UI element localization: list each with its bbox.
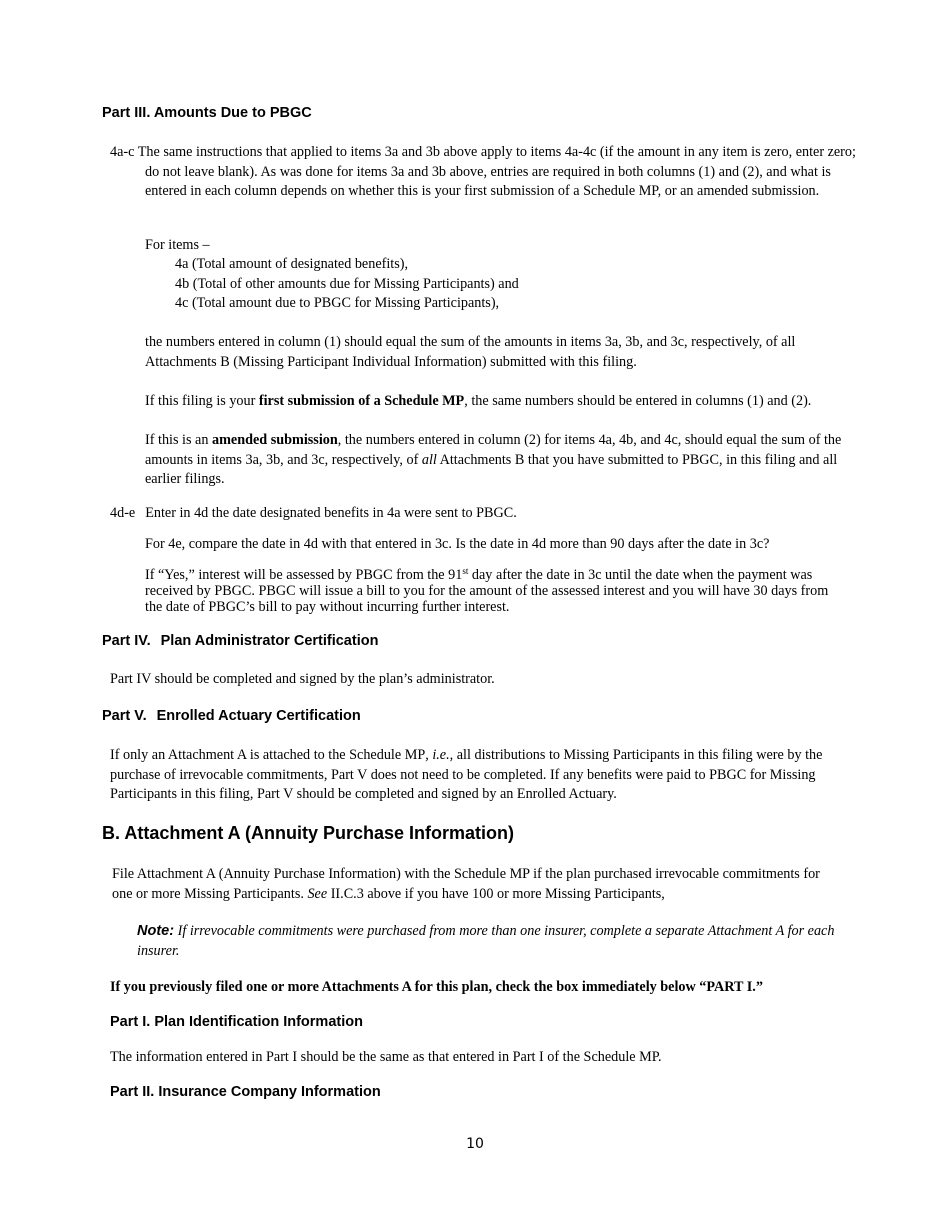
part5-heading-title: Enrolled Actuary Certification: [156, 708, 361, 724]
attachment-a-part1-heading: Part I. Plan Identification Information: [110, 1014, 363, 1030]
if-yes-pre: If “Yes,” interest will be assessed by PBGC from the 91: [145, 567, 463, 583]
page-number: 10: [466, 1136, 484, 1152]
part4-heading-num: Part IV.: [102, 633, 151, 649]
part4-text: Part IV should be completed and signed by the plan’s administrator.: [110, 671, 495, 687]
if-yes-sup: st: [462, 566, 469, 576]
attachment-a-part2-heading: Part II. Insurance Company Information: [110, 1084, 381, 1100]
part5-post: all distributions to Missing Participants in this filing were by the purchase of irrevocable commitments, Part V does not need to be completed. If any benefits were paid to PBGC for Missing Participants in this filing, Part V should be completed and signed by an Enrolled Actuary.: [110, 747, 823, 802]
for-items-label: For items –: [145, 237, 210, 253]
amended-ital: all: [421, 451, 437, 468]
attachment-a-part1-text: The information entered in Part I should be the same as that entered in Part I of the Schedule MP.: [110, 1049, 662, 1065]
list-item-4c: 4c (Total amount due to PBGC for Missing Participants),: [175, 295, 500, 311]
list-item-4b: 4b (Total of other amounts due for Missing Participants) and: [175, 275, 519, 292]
part5-heading-num: Part V.: [102, 708, 147, 724]
part4-heading-title: Plan Administrator Certification: [160, 633, 379, 649]
amended-pre: If this is an: [145, 432, 212, 448]
part5-ital: , i.e.,: [425, 747, 454, 763]
amended-post: Attachments B that you have submitted to PBGC, in this filing and all earlier filings.: [145, 451, 838, 487]
column1-paragraph: the numbers entered in column (1) should equal the sum of the amounts in items 3a, 3b, and 3c, respectively, of all Attachments B (Missing Participant Individual Information) submitted with this filing.: [145, 334, 796, 370]
item-4d-e: [110, 504, 830, 524]
amended-submission-paragraph: [145, 431, 845, 490]
item-4a-c: [110, 143, 865, 202]
part5-pre: If only an Attachment A is attached to the Schedule MP: [110, 747, 426, 763]
note-text: If irrevocable commitments were purchased from more than one insurer, complete a separate Attachment A for each insurer.: [137, 923, 835, 959]
previously-filed-instruction: If you previously filed one or more Attachments A for this plan, check the box immediately below “PART I.”: [110, 979, 763, 995]
part5-paragraph: [110, 746, 840, 805]
if-yes-post: day after the date in 3c until the date when the payment was received by PBGC. PBGC will issue a bill to you for the amount of the assessed interest and you will have 30 days from the date of PBGC’s bill to pay without incurring further interest.: [145, 567, 829, 615]
attachment-a-see: See: [307, 885, 328, 902]
item-4d-e-label: 4d-e: [110, 505, 136, 521]
attachment-a-pre: File Attachment A (Annuity Purchase Information) with the Schedule MP if the plan purchased irrevocable commitments for one or more Missing Participants.: [112, 866, 820, 902]
if-yes-paragraph: [145, 567, 835, 615]
amended-bold: amended submission: [212, 432, 338, 448]
list-item-4a: 4a (Total amount of designated benefits),: [175, 256, 409, 272]
first-sub-bold: first submission of a Schedule MP: [258, 393, 465, 409]
section-b-heading: B. Attachment A (Annuity Purchase Information): [102, 823, 515, 843]
attachment-a-post: II.C.3 above if you have 100 or more Missing Participants,: [327, 885, 665, 902]
part4-heading: [102, 633, 378, 649]
item-4d-e-text: Enter in 4d the date designated benefits in 4a were sent to PBGC.: [145, 505, 517, 521]
first-submission-paragraph: [145, 392, 865, 412]
item-4a-c-text: The same instructions that applied to items 3a and 3b above apply to items 4a-4c (if the amount in any item is zero, enter zero; do not leave blank). As was done for items 3a and 3b above, entries are required in both columns (1) and (2), and what is entered in each column depends on whether this is your first submission of a Schedule MP, or an amended submission.: [137, 144, 856, 199]
amended-mid: , the numbers entered in column (2) for items 4a, 4b, and 4c, should equal the sum of the amounts in items 3a, 3b, and 3c, respectively, of: [145, 432, 842, 468]
note-paragraph: [137, 922, 842, 961]
part3-heading: Part III. Amounts Due to PBGC: [102, 105, 312, 121]
item-4a-c-label: 4a-c: [110, 144, 135, 160]
note-label: Note:: [137, 923, 175, 939]
first-sub-pre: If this filing is your: [145, 393, 259, 409]
attachment-a-paragraph: [112, 865, 827, 904]
part5-heading: [102, 708, 361, 724]
first-sub-post: , the same numbers should be entered in columns (1) and (2).: [464, 393, 812, 409]
for-4e-paragraph: For 4e, compare the date in 4d with that entered in 3c. Is the date in 4d more than 90 days after the date in 3c?: [145, 536, 770, 552]
item-list: [175, 255, 519, 314]
